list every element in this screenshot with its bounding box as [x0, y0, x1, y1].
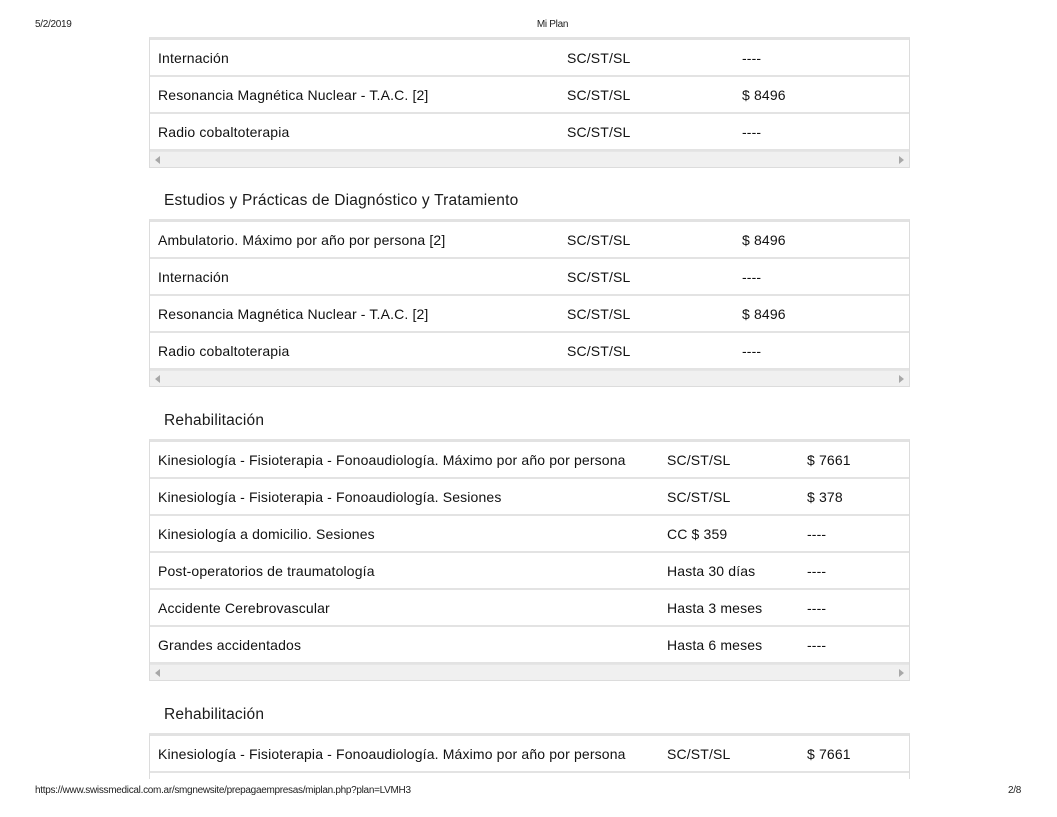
print-title: Mi Plan: [536, 19, 569, 30]
table-row: [150, 590, 909, 627]
item-cell: Radio cobaltoterapia: [158, 124, 290, 140]
table-row: [150, 333, 909, 370]
item-cell: Resonancia Magnética Nuclear - T.A.C. [2]: [158, 87, 429, 103]
item-cell: Internación: [158, 269, 229, 285]
value-cell: $ 8496: [742, 306, 786, 322]
horizontal-scrollbar[interactable]: [150, 370, 909, 386]
coverage-cell: CC $ 359: [667, 526, 728, 542]
item-cell: Resonancia Magnética Nuclear - T.A.C. [2]: [158, 306, 429, 322]
table-row: [150, 736, 909, 773]
table-row: [150, 259, 909, 296]
coverage-cell: SC/ST/SL: [567, 343, 631, 359]
item-cell: Grandes accidentados: [158, 637, 302, 653]
item-cell: Radio cobaltoterapia: [158, 343, 290, 359]
table-row: [150, 114, 909, 151]
print-date: 5/2/2019: [35, 19, 72, 30]
coverage-cell: Hasta 3 meses: [667, 600, 763, 616]
coverage-cell: SC/ST/SL: [567, 124, 631, 140]
table-row: [150, 40, 909, 77]
estudios-table: [149, 219, 910, 387]
value-cell: ----: [742, 269, 762, 285]
table-row: [150, 516, 909, 553]
coverage-cell: SC/ST/SL: [667, 489, 731, 505]
value-cell: ----: [807, 600, 827, 616]
item-cell: Accidente Cerebrovascular: [158, 600, 330, 616]
scroll-right-arrow-icon[interactable]: [899, 375, 904, 383]
table-row: [150, 627, 909, 664]
horizontal-scrollbar[interactable]: [150, 664, 909, 680]
item-cell: Ambulatorio. Máximo por año por persona [2]: [158, 232, 446, 248]
table-row: [150, 296, 909, 333]
value-cell: $ 8496: [742, 87, 786, 103]
scroll-right-arrow-icon[interactable]: [899, 156, 904, 164]
rehabilitacion-table: [149, 439, 910, 681]
coverage-cell: Hasta 30 días: [667, 563, 756, 579]
item-cell: Post-operatorios de traumatología: [158, 563, 375, 579]
value-cell: $ 378: [807, 489, 843, 505]
item-cell: Internación: [158, 50, 229, 66]
horizontal-scrollbar[interactable]: [150, 151, 909, 167]
section-title-estudios: Estudios y Prácticas de Diagnóstico y Tratamiento: [164, 192, 519, 209]
item-cell: Kinesiología - Fisioterapia - Fonoaudiología. Máximo por año por persona: [158, 452, 626, 468]
coverage-cell: SC/ST/SL: [567, 232, 631, 248]
print-header: [0, 19, 1057, 33]
value-cell: ----: [807, 526, 827, 542]
value-cell: ----: [742, 50, 762, 66]
coverage-table-continued: [149, 37, 910, 168]
coverage-cell: SC/ST/SL: [567, 87, 631, 103]
table-row: [150, 222, 909, 259]
scroll-left-arrow-icon[interactable]: [155, 669, 160, 677]
scroll-left-arrow-icon[interactable]: [155, 375, 160, 383]
scroll-right-arrow-icon[interactable]: [899, 669, 904, 677]
table-row: [150, 479, 909, 516]
coverage-cell: SC/ST/SL: [567, 50, 631, 66]
coverage-cell: SC/ST/SL: [567, 306, 631, 322]
page-number: 2/8: [1008, 785, 1022, 796]
item-cell: Kinesiología - Fisioterapia - Fonoaudiología. Sesiones: [158, 489, 502, 505]
page-url: https://www.swissmedical.com.ar/smgnewsite/prepagaempresas/miplan.php?plan=LVMH3: [35, 785, 411, 796]
table-row: [150, 442, 909, 479]
value-cell: ----: [742, 124, 762, 140]
coverage-cell: Hasta 6 meses: [667, 637, 763, 653]
coverage-cell: SC/ST/SL: [667, 452, 731, 468]
section-title-rehabilitacion-2: Rehabilitación: [164, 706, 265, 723]
value-cell: $ 7661: [807, 452, 851, 468]
coverage-cell: SC/ST/SL: [567, 269, 631, 285]
value-cell: $ 7661: [807, 746, 851, 762]
item-cell: Kinesiología a domicilio. Sesiones: [158, 526, 375, 542]
item-cell: Kinesiología - Fisioterapia - Fonoaudiología. Máximo por año por persona: [158, 746, 626, 762]
value-cell: ----: [742, 343, 762, 359]
value-cell: $ 8496: [742, 232, 786, 248]
rehabilitacion-table-2: [149, 733, 910, 779]
table-row: [150, 77, 909, 114]
scroll-left-arrow-icon[interactable]: [155, 156, 160, 164]
print-footer: [0, 785, 1057, 799]
coverage-cell: SC/ST/SL: [667, 746, 731, 762]
value-cell: ----: [807, 637, 827, 653]
section-title-rehabilitacion: Rehabilitación: [164, 412, 265, 429]
value-cell: ----: [807, 563, 827, 579]
table-row: [150, 553, 909, 590]
